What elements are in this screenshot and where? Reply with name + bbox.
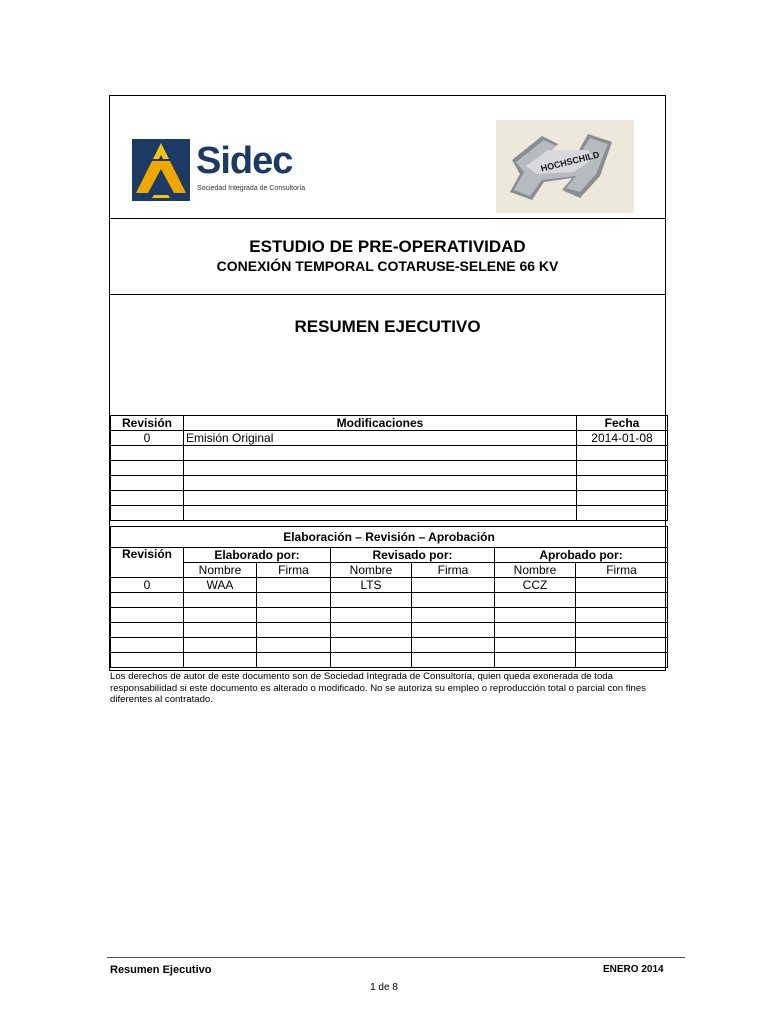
- doc-type-block: [110, 295, 665, 415]
- date-cell: [577, 476, 668, 491]
- table-row: [111, 491, 668, 506]
- modification-cell: [184, 476, 577, 491]
- revision-cell: [111, 506, 184, 521]
- date-cell: [577, 491, 668, 506]
- elaborado-nombre-cell: [184, 608, 257, 623]
- aprobado-nombre-header: Nombre: [495, 563, 576, 578]
- revisado-firma-cell: [412, 653, 495, 668]
- approval-revision-cell: [111, 608, 184, 623]
- page-number: 1 de 8: [370, 982, 398, 993]
- aprobado-nombre-cell: [495, 653, 576, 668]
- revisado-nombre-cell: [331, 593, 412, 608]
- revisado-firma-header: Firma: [412, 563, 495, 578]
- revisado-nombre-cell: [331, 608, 412, 623]
- aprobado-firma-cell: [576, 623, 668, 638]
- table-row: [111, 593, 668, 608]
- approval-revision-cell: [111, 638, 184, 653]
- elaborado-nombre-header: Nombre: [184, 563, 257, 578]
- aprobado-firma-cell: [576, 608, 668, 623]
- aprobado-nombre-cell: [495, 638, 576, 653]
- revisado-firma-cell: [412, 608, 495, 623]
- date-col-header: Fecha: [577, 416, 668, 431]
- revisado-header: Revisado por:: [331, 548, 495, 563]
- approval-revision-cell: [111, 623, 184, 638]
- revision-header-row: [111, 416, 668, 431]
- table-row: [111, 638, 668, 653]
- elaborado-nombre-cell: [184, 593, 257, 608]
- table-row: [111, 608, 668, 623]
- footer-divider: [107, 957, 685, 958]
- revision-cell: [111, 476, 184, 491]
- aprobado-firma-cell: [576, 638, 668, 653]
- table-row: [111, 431, 668, 446]
- elaborado-nombre-cell: [184, 653, 257, 668]
- aprobado-nombre-cell: [495, 623, 576, 638]
- revisado-firma-cell: [412, 578, 495, 593]
- footer-date: ENERO 2014: [603, 964, 664, 975]
- approval-revision-cell: 0: [111, 578, 184, 593]
- modifications-col-header: Modificaciones: [184, 416, 577, 431]
- aprobado-nombre-cell: CCZ: [495, 578, 576, 593]
- modification-cell: Emisión Original: [184, 431, 577, 446]
- document-title: ESTUDIO DE PRE-OPERATIVIDAD: [249, 237, 526, 256]
- aprobado-firma-cell: [576, 653, 668, 668]
- aprobado-firma-cell: [576, 578, 668, 593]
- cover-frame: [109, 95, 666, 671]
- approval-header-row: [111, 548, 668, 563]
- revisado-firma-cell: [412, 638, 495, 653]
- approval-section-title: Elaboración – Revisión – Aprobación: [111, 527, 668, 548]
- approval-subheader-row: [111, 563, 668, 578]
- elaborado-firma-cell: [257, 578, 331, 593]
- revisado-nombre-cell: [331, 623, 412, 638]
- hochschild-logo: [496, 120, 634, 213]
- sidec-logo-tagline: Sociedad Integrada de Consultoría: [197, 185, 306, 192]
- date-cell: [577, 446, 668, 461]
- revisado-nombre-cell: [331, 653, 412, 668]
- table-row: [111, 623, 668, 638]
- aprobado-header: Aprobado por:: [495, 548, 668, 563]
- revision-table: [110, 415, 668, 521]
- elaborado-header: Elaborado por:: [184, 548, 331, 563]
- sidec-logo-mark: [132, 139, 190, 201]
- elaborado-firma-cell: [257, 608, 331, 623]
- revisado-firma-cell: [412, 593, 495, 608]
- elaborado-firma-cell: [257, 653, 331, 668]
- title-block: [110, 219, 665, 295]
- copyright-notice: Los derechos de autor de este documento son de Sociedad Integrada de Consultoría, quien queda exonerada de toda responsabilidad si este documento es alterado o modificado. No se autoriza su empleo o reproducción total o parcial con fines diferentes al contratado.: [110, 671, 646, 705]
- modification-cell: [184, 506, 577, 521]
- revisado-nombre-header: Nombre: [331, 563, 412, 578]
- revisado-nombre-cell: [331, 638, 412, 653]
- document-type: RESUMEN EJECUTIVO: [294, 317, 481, 336]
- revision-cell: [111, 461, 184, 476]
- approval-section-title-row: [111, 527, 668, 548]
- date-cell: 2014-01-08: [577, 431, 668, 446]
- revision-cell: [111, 491, 184, 506]
- sidec-logo-name: Sidec: [196, 140, 293, 182]
- revisado-nombre-cell: LTS: [331, 578, 412, 593]
- approval-revision-cell: [111, 653, 184, 668]
- table-row: [111, 506, 668, 521]
- aprobado-firma-cell: [576, 593, 668, 608]
- elaborado-nombre-cell: [184, 638, 257, 653]
- footer-document-name: Resumen Ejecutivo: [110, 964, 212, 976]
- modification-cell: [184, 461, 577, 476]
- revisado-firma-cell: [412, 623, 495, 638]
- revision-cell: 0: [111, 431, 184, 446]
- aprobado-firma-header: Firma: [576, 563, 668, 578]
- date-cell: [577, 461, 668, 476]
- aprobado-nombre-cell: [495, 608, 576, 623]
- logo-row: [110, 96, 665, 219]
- date-cell: [577, 506, 668, 521]
- aprobado-nombre-cell: [495, 593, 576, 608]
- revision-cell: [111, 446, 184, 461]
- modification-cell: [184, 446, 577, 461]
- table-row: [111, 476, 668, 491]
- approval-revision-cell: [111, 593, 184, 608]
- elaborado-firma-cell: [257, 638, 331, 653]
- modification-cell: [184, 491, 577, 506]
- table-row: [111, 653, 668, 668]
- elaborado-firma-cell: [257, 593, 331, 608]
- document-subtitle: CONEXIÓN TEMPORAL COTARUSE-SELENE 66 KV: [216, 258, 559, 274]
- table-row: [111, 446, 668, 461]
- approval-table: [110, 526, 668, 668]
- revision-col-header: Revisión: [111, 416, 184, 431]
- elaborado-nombre-cell: WAA: [184, 578, 257, 593]
- table-row: [111, 461, 668, 476]
- elaborado-firma-header: Firma: [257, 563, 331, 578]
- table-row: [111, 578, 668, 593]
- elaborado-firma-cell: [257, 623, 331, 638]
- approval-revision-header: Revisión: [111, 548, 184, 578]
- elaborado-nombre-cell: [184, 623, 257, 638]
- hochschild-logo-text: HOCHSCHILD: [539, 149, 601, 174]
